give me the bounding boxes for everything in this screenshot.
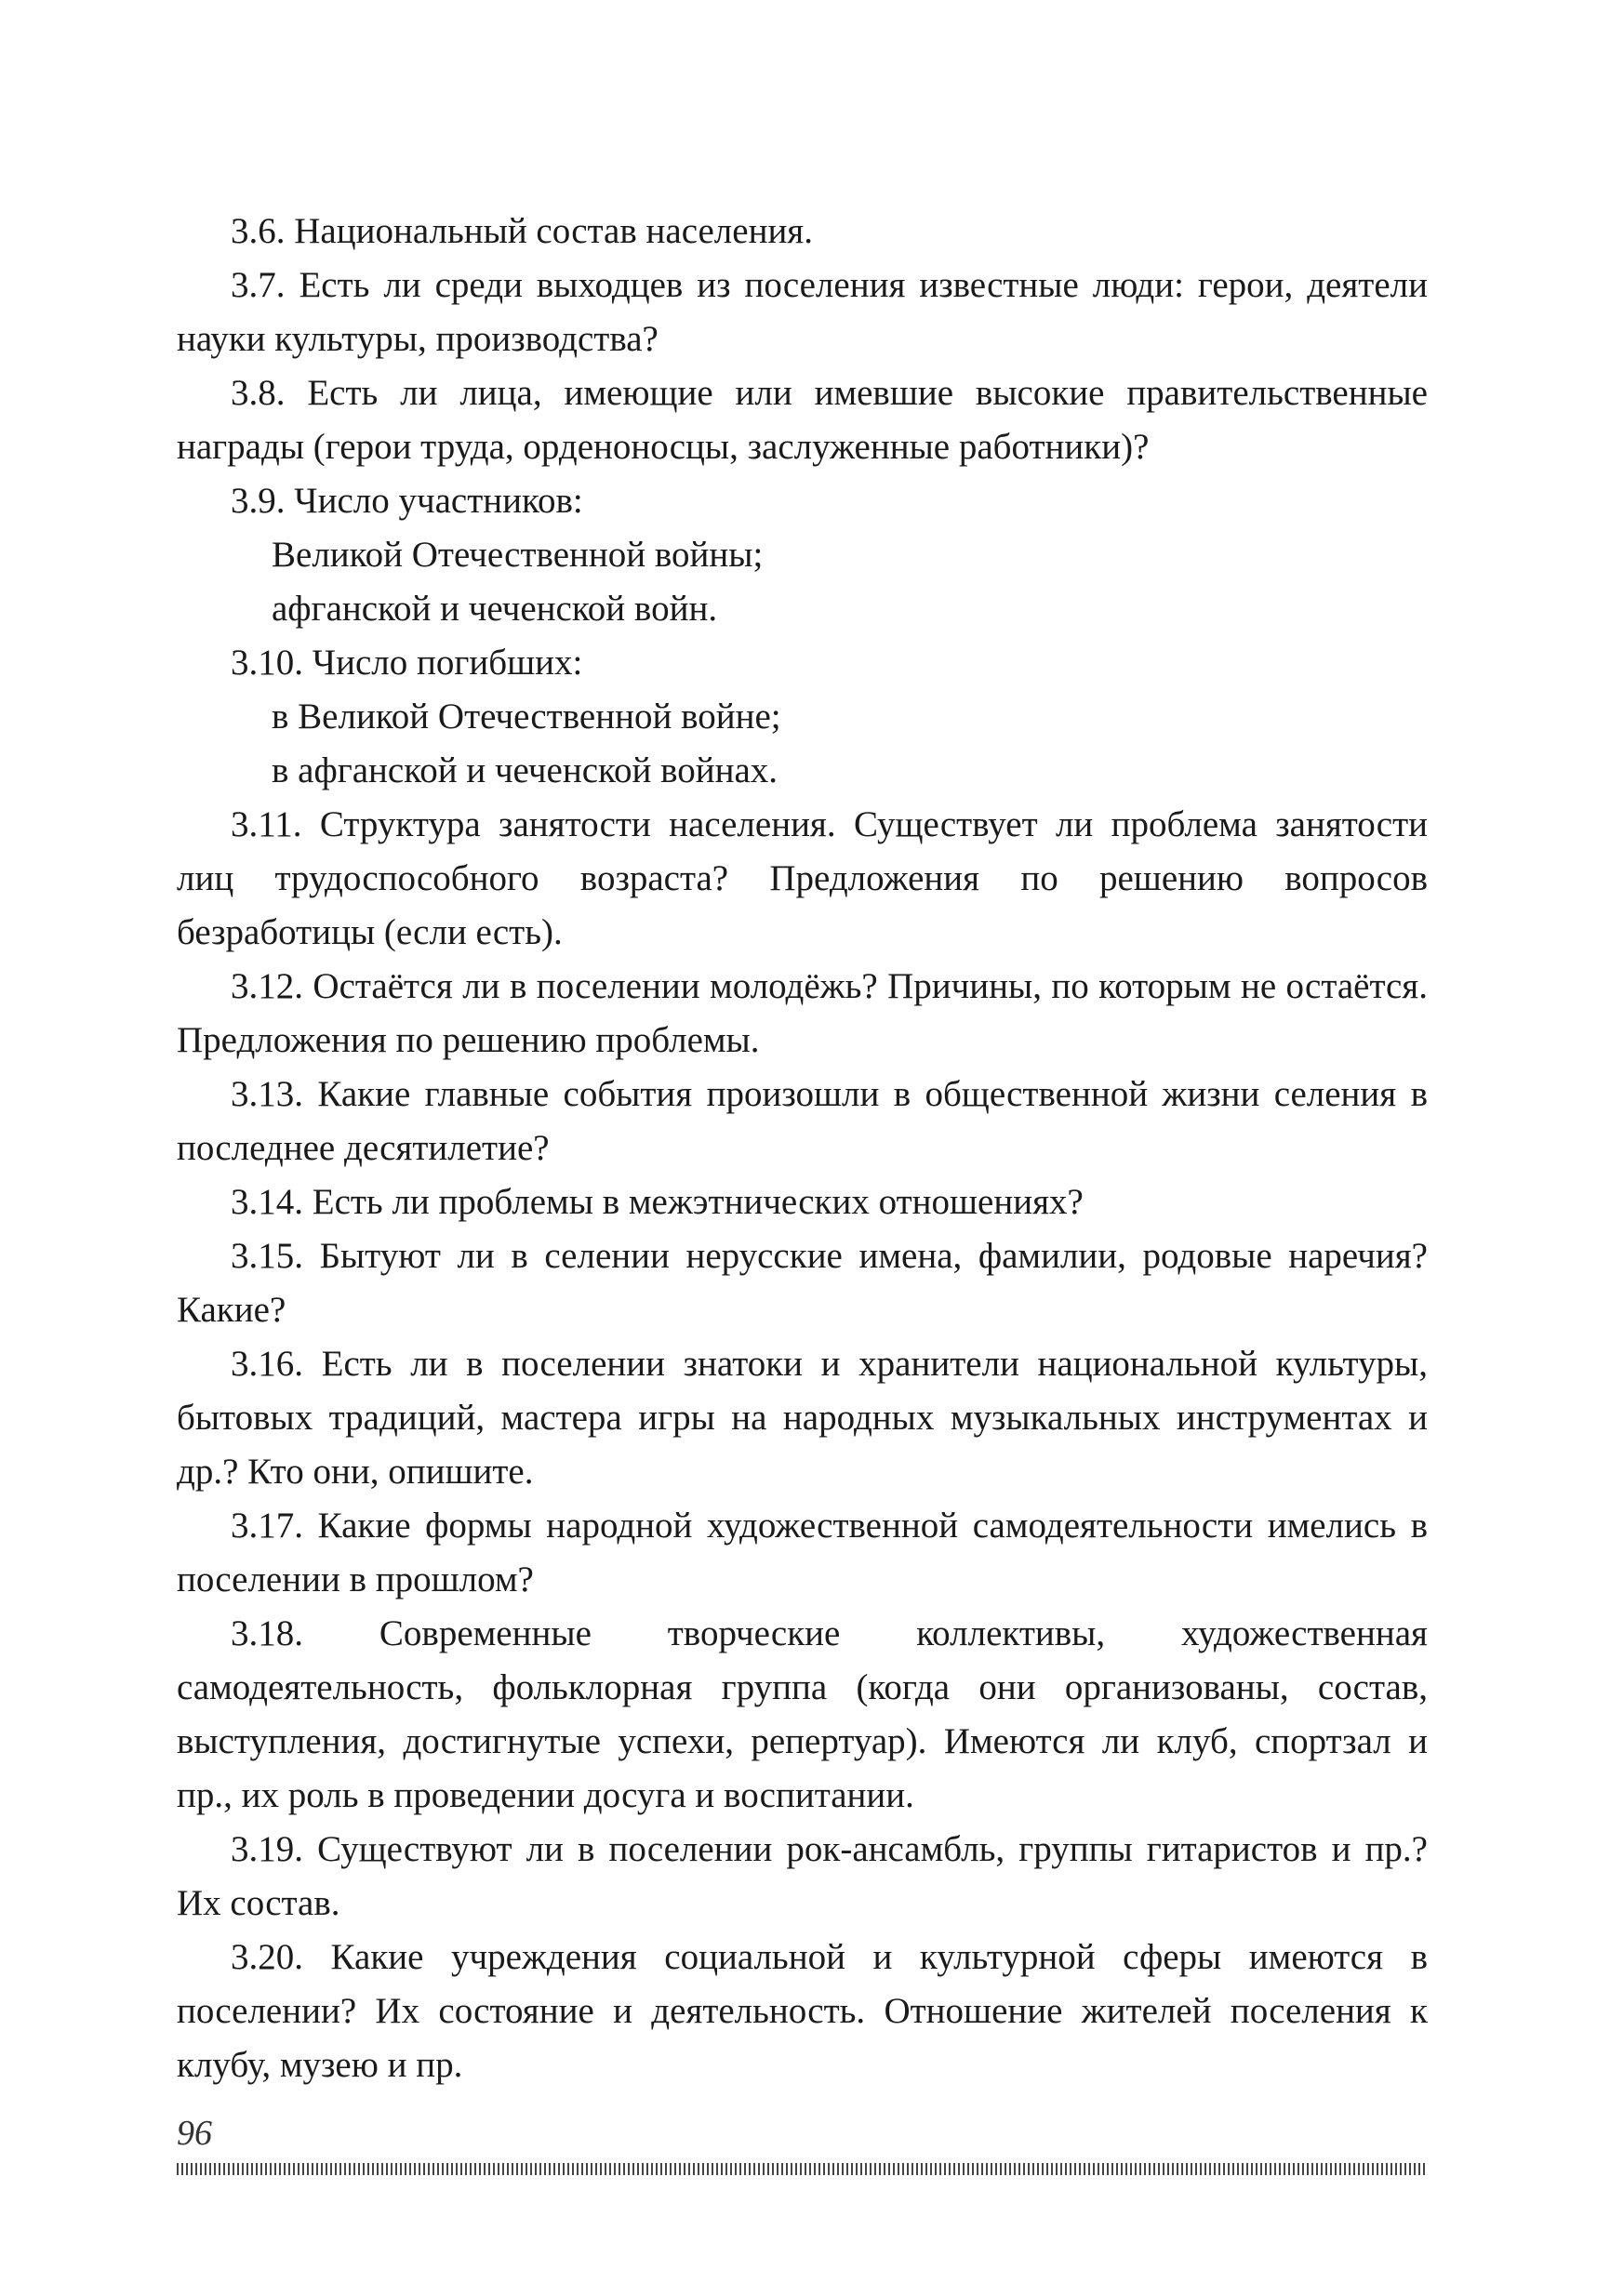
item-3-14: 3.14. Есть ли проблемы в межэтнических отношениях? bbox=[231, 1182, 1084, 1222]
item-3-18: 3.18. Современные творческие коллективы, художественная самодеятельность, фольклорная группа (когда они организованы, состав, выступления, достигнутые успехи, репертуар). Имеются ли клуб, спортзал и пр., их роль в проведении досуга и воспитании. bbox=[177, 1613, 1428, 1815]
page-text bbox=[177, 205, 1428, 2092]
item-3-8: 3.8. Есть ли лица, имеющие или имевшие высокие правительственные награды (герои труда, орденоносцы, заслуженные работники)? bbox=[177, 373, 1428, 467]
item-3-12: 3.12. Остаётся ли в поселении молодёжь? Причины, по которым не остаётся. Предложения по решению проблемы. bbox=[177, 966, 1428, 1060]
item-3-20: 3.20. Какие учреждения социальной и культурной сферы имеются в поселении? Их состояние и деятельность. Отношение жителей поселения к клубу, музею и пр. bbox=[177, 1937, 1428, 2085]
item-3-10-sub-2: в афганской и чеченской войнах. bbox=[272, 750, 778, 790]
page-number: 96 bbox=[177, 2114, 212, 2153]
item-3-11: 3.11. Структура занятости населения. Существует ли проблема занятости лиц трудоспособного возраста? Предложения по решению вопросов безработицы (если есть). bbox=[177, 804, 1428, 952]
item-3-10: 3.10. Число погибших: bbox=[231, 643, 583, 683]
item-3-7: 3.7. Есть ли среди выходцев из поселения известные люди: герои, деятели науки культуры, производства? bbox=[177, 265, 1428, 359]
item-3-9-sub-1: Великой Отечественной войны; bbox=[272, 535, 764, 575]
item-3-15: 3.15. Бытуют ли в селении нерусские имена, фамилии, родовые наречия? Какие? bbox=[177, 1236, 1428, 1330]
item-3-9: 3.9. Число участников: bbox=[231, 481, 583, 521]
item-3-17: 3.17. Какие формы народной художественной самодеятельности имелись в поселении в прошлом? bbox=[177, 1506, 1428, 1599]
item-3-9-sub-2: афганской и чеченской войн. bbox=[272, 589, 718, 629]
item-3-10-sub-1: в Великой Отечественной войне; bbox=[272, 697, 781, 737]
item-3-19: 3.19. Существуют ли в поселении рок-ансамбль, группы гитаристов и пр.? Их состав. bbox=[177, 1829, 1428, 1923]
item-3-13: 3.13. Какие главные события произошли в общественной жизни селения в последнее десятилетие? bbox=[177, 1074, 1428, 1168]
item-3-16: 3.16. Есть ли в поселении знатоки и хранители национальной культуры, бытовых традиций, мастера игры на народных музыкальных инструментах и др.? Кто они, опишите. bbox=[177, 1344, 1428, 1492]
footer-rule bbox=[177, 2163, 1428, 2175]
item-3-6: 3.6. Национальный состав населения. bbox=[231, 211, 813, 251]
